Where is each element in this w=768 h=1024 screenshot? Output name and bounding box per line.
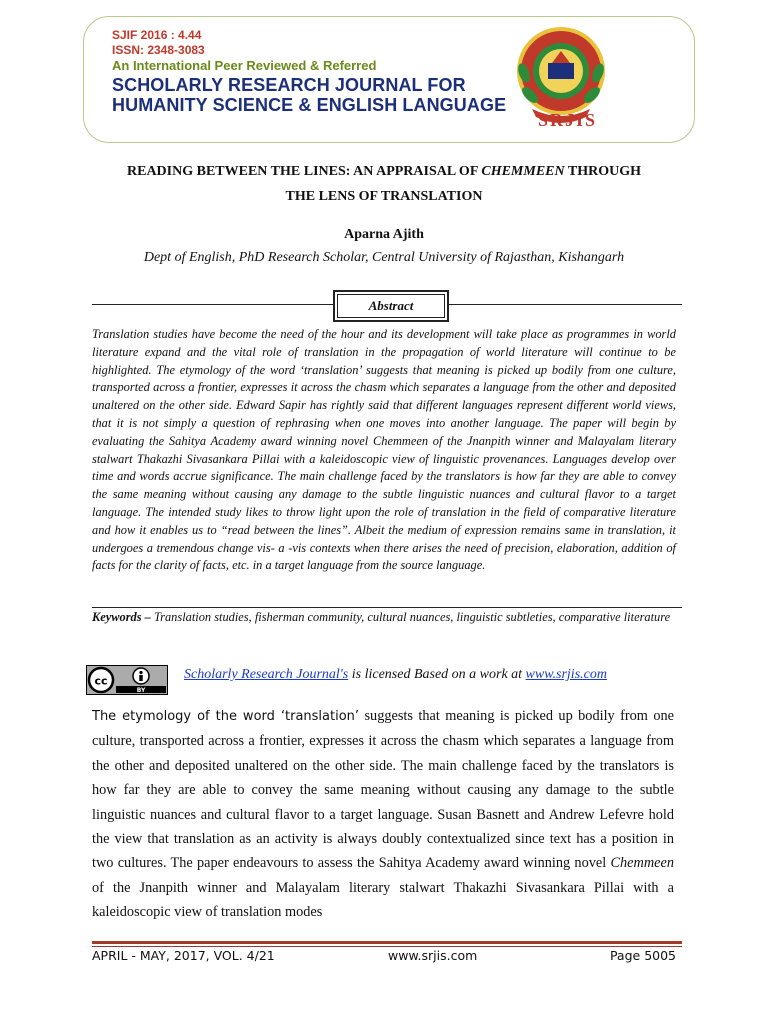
srjis-url-link[interactable]: www.srjis.com [525,667,607,682]
journal-name-line1: SCHOLARLY RESEARCH JOURNAL FOR [112,75,466,95]
by-badge-text: BY [136,687,146,694]
journal-name-line2: HUMANITY SCIENCE & ENGLISH LANGUAGE [112,95,507,115]
abstract-heading: Abstract [337,294,445,318]
abstract-text: Translation studies have become the need of the hour and its development will take place as programmes in world literature expand and the vital role of translation in the propagation of world literature will continue to be highlighted. The etymology of the word ‘translation’ suggests that meaning is picked up bodily from one culture, transported across a frontier, expresses it across the chasm which separates a language from the other and deposited unaltered on the other side. Edward Sapir has rightly said that different languages represent different world views, that it is not simply a question of rephrasing when one moves into another language. The paper will begin by evaluating the Sahitya Academy award winning novel Chemmeen of the Jnanpith winner and Malayalam literary stalwart Thakazhi Sivasankara Pillai with a kaleidoscopic view of linguistic provenances. Languages develop over time and words accrue significance. The main challenge faced by the translators is how far they are able to convey the same meaning without causing any damage to the subtle linguistic nuances and cultural flavor to a target language. The intended study likes to throw light upon the role of translation in the field of comparative literature and how it enables us to “read between the lines”. Albeit the medium of expression remains same in translation, it undergoes a tremendous change vis- a -vis contexts when there arises the need of precision, elaboration, addition of facts for the clarity of facts, etc. in a target language from the source language. [92,327,676,573]
peer-review-tagline: An International Peer Reviewed & Referred [112,58,377,73]
license-statement: Scholarly Research Journal's is licensed Based on a work at www.srjis.com [184,667,607,682]
footer-rule-thin [92,946,682,947]
sjif-impact-factor: SJIF 2016 : 4.44 [112,28,202,42]
abstract-heading-box [333,290,449,322]
creative-commons-by-icon [86,665,168,695]
author-name: Aparna Ajith [344,227,424,242]
cc-badge-text: cc [94,674,108,688]
footer-website: www.srjis.com [388,948,478,963]
footer-rule-thick [92,941,682,944]
abstract-separator [92,607,682,608]
keywords: Keywords – Translation studies, fisherman community, cultural nuances, linguistic subtleties, comparative literature [92,610,671,624]
article-title-line1: READING BETWEEN THE LINES: AN APPRAISAL OF CHEMMEEN THROUGH [127,164,641,179]
body-paragraph: The etymology of the word ‘translation’ suggests that meaning is picked up bodily from one culture, transported across a frontier, expresses it across the chasm which separates a language from the other and deposited unaltered on the other side. The main challenge faced by the translators is how far they are able to convey the same meaning without causing any damage to the subtle linguistic nuances and cultural flavor to a target language. Susan Basnett and Andrew Lefevre hold the view that translation as an activity is always doubly contextualized since text has a position in two cultures. The paper endeavours to assess the Sahitya Academy award winning novel Chemmeen of the Jnanpith winner and Malayalam literary stalwart Thakazhi Sivasankara Pillai with a kaleidoscopic view of translation modes [92,708,674,921]
footer-issue-date: APRIL - MAY, 2017, VOL. 4/21 [92,948,275,963]
footer-page-number: Page 5005 [609,948,676,963]
journal-logo-text: SRJIS [538,110,598,130]
issn-number: ISSN: 2348-3083 [112,43,205,57]
author-affiliation: Dept of English, PhD Research Scholar, Central University of Rajasthan, Kishangarh [143,250,625,265]
journal-license-link[interactable]: Scholarly Research Journal's [184,667,349,682]
article-title-line2: THE LENS OF TRANSLATION [285,189,483,204]
